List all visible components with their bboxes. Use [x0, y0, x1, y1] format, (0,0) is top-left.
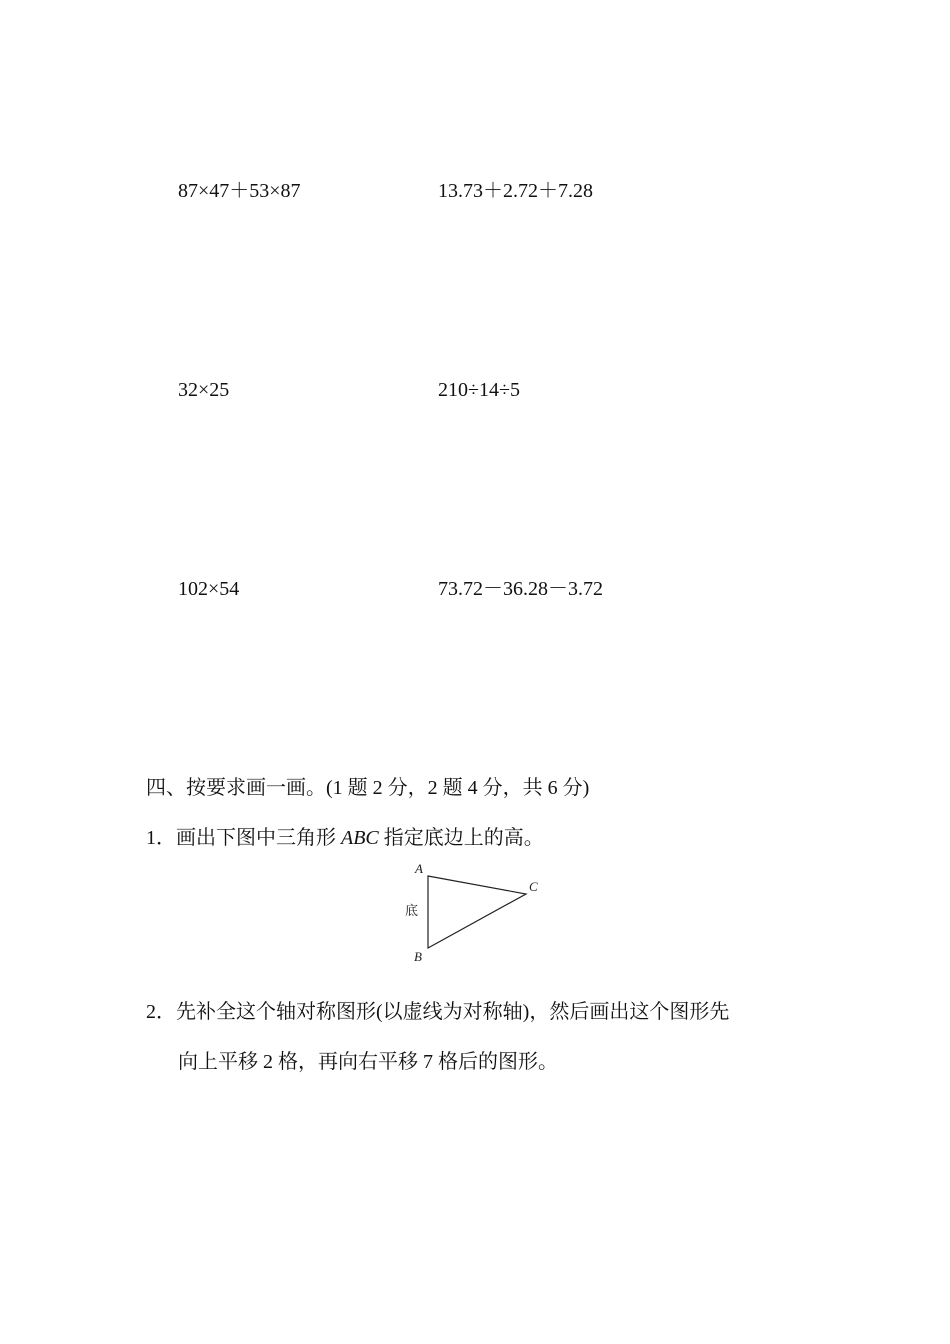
question-2-text-line-1: 先补全这个轴对称图形(以虚线为对称轴)，然后画出这个图形先 [176, 1001, 730, 1023]
calc-row-3-left: 102×54 [178, 578, 240, 600]
question-1-number: 1． [146, 827, 176, 849]
vertex-label-b: B [414, 949, 422, 964]
question-1-text-before: 画出下图中三角形 [176, 827, 341, 849]
calc-row-2-right: 210÷14÷5 [438, 379, 520, 401]
calc-row-3-right: 73.72－36.28－3.72 [438, 578, 603, 600]
vertex-label-c: C [529, 879, 538, 894]
base-label: 底 [405, 903, 419, 918]
question-1 [146, 826, 544, 850]
calc-row-1-left: 87×47＋53×87 [178, 180, 301, 202]
question-1-triangle-name: ABC [341, 827, 379, 849]
question-1-text-after: 指定底边上的高。 [378, 827, 544, 849]
question-2-line-2: 向上平移 2 格，再向右平移 7 格后的图形。 [178, 1051, 558, 1073]
vertex-label-a: A [415, 861, 423, 876]
section-heading: 四、按要求画一画。(1 题 2 分，2 题 4 分，共 6 分) [146, 777, 590, 799]
triangle-abc [428, 876, 526, 948]
triangle-abc-figure [400, 858, 550, 966]
question-2-line-1 [146, 1000, 729, 1024]
question-2-number: 2． [146, 1001, 176, 1023]
calc-row-1-right: 13.73＋2.72＋7.28 [438, 180, 593, 202]
calc-row-2-left: 32×25 [178, 379, 230, 401]
